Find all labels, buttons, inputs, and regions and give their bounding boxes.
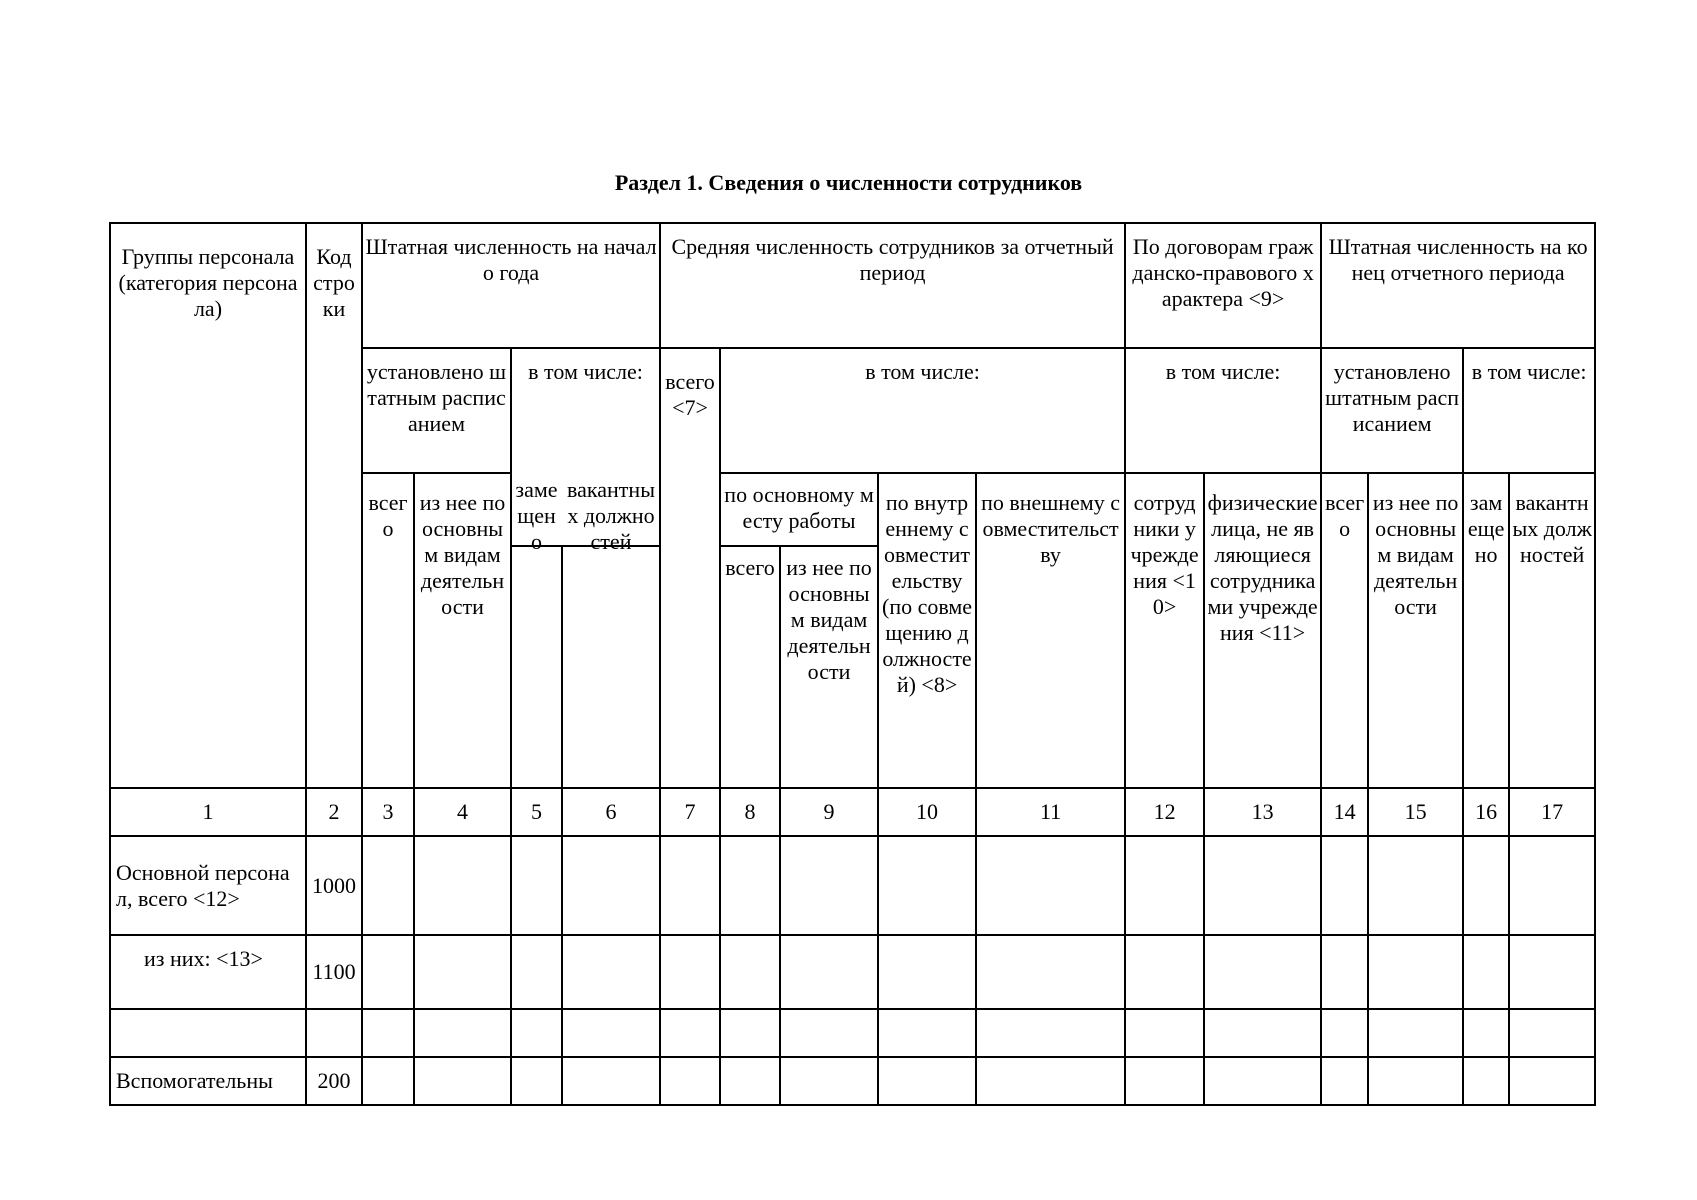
data-cell[interactable]: [976, 836, 1125, 935]
data-cell[interactable]: [1204, 1057, 1321, 1105]
staff-count-table: [109, 222, 1596, 1106]
data-cell[interactable]: [660, 836, 720, 935]
column-number: 15: [1368, 788, 1463, 836]
header-staff-end: Штатная численность на конец отчетного периода: [1321, 223, 1595, 348]
table-row: [110, 935, 1595, 1009]
data-cell[interactable]: [414, 836, 511, 935]
data-cell[interactable]: [1204, 836, 1321, 935]
data-cell[interactable]: [660, 1009, 720, 1057]
header-staff-start: Штатная численность на начало года: [362, 223, 660, 348]
data-cell[interactable]: [1125, 1009, 1204, 1057]
header-main-activity-end: из нее по основным видам деятельности: [1368, 473, 1463, 788]
column-number: 2: [306, 788, 362, 836]
header-main-place: по основному месту работы: [720, 473, 878, 546]
header-avg-count: Средняя численность сотрудников за отчетный период: [660, 223, 1125, 348]
header-vacant-end: вакантных должностей: [1509, 473, 1595, 788]
row-code: 1100: [306, 935, 362, 1009]
data-cell[interactable]: [1509, 935, 1595, 1009]
column-number: 14: [1321, 788, 1368, 836]
data-cell[interactable]: [1321, 1057, 1368, 1105]
data-cell[interactable]: [878, 1009, 976, 1057]
column-number: 4: [414, 788, 511, 836]
column-number: 10: [878, 788, 976, 836]
row-label: Основной персонал, всего <12>: [110, 836, 306, 935]
data-cell[interactable]: [511, 1009, 562, 1057]
data-cell[interactable]: [362, 935, 414, 1009]
data-cell[interactable]: [976, 935, 1125, 1009]
column-number: 6: [562, 788, 660, 836]
header-internal: по внутреннему совместительству (по совмещению должностей) <8>: [878, 473, 976, 788]
header-employees: сотрудники учреждения <10>: [1125, 473, 1204, 788]
data-cell[interactable]: [780, 836, 878, 935]
data-cell[interactable]: [1463, 836, 1509, 935]
data-cell[interactable]: [1204, 1009, 1321, 1057]
header-groups: Группы персонала (категория персонала): [110, 223, 306, 788]
data-cell[interactable]: [720, 836, 780, 935]
header-vacant-start: вакантных должностей: [562, 473, 660, 715]
data-cell[interactable]: [562, 935, 660, 1009]
data-cell[interactable]: [562, 1009, 660, 1057]
column-number: 11: [976, 788, 1125, 836]
data-cell[interactable]: [976, 1057, 1125, 1105]
header-filled-end: замещено: [1463, 473, 1509, 788]
column-number: 12: [1125, 788, 1204, 836]
data-cell[interactable]: [780, 1009, 878, 1057]
data-cell[interactable]: [414, 1057, 511, 1105]
data-cell[interactable]: [878, 935, 976, 1009]
table-row: [110, 1057, 1595, 1105]
section-title: Раздел 1. Сведения о численности сотрудников: [614, 170, 1083, 195]
data-cell[interactable]: [511, 1057, 562, 1105]
header-established-end: установлено штатным расписанием: [1321, 348, 1463, 473]
header-main-place-main-activity: из нее по основным видам деятельности: [780, 546, 878, 788]
column-number: 7: [660, 788, 720, 836]
column-number: 17: [1509, 788, 1595, 836]
column-number: 9: [780, 788, 878, 836]
data-cell[interactable]: [878, 836, 976, 935]
data-cell[interactable]: [414, 1009, 511, 1057]
data-cell[interactable]: [878, 1057, 976, 1105]
header-total-avg: всего <7>: [660, 348, 720, 788]
data-cell[interactable]: [1463, 935, 1509, 1009]
column-number: 5: [511, 788, 562, 836]
data-cell[interactable]: [1368, 935, 1463, 1009]
header-including-end: в том числе:: [1463, 348, 1595, 473]
column-number: 16: [1463, 788, 1509, 836]
data-cell[interactable]: [976, 1009, 1125, 1057]
data-cell[interactable]: [1321, 935, 1368, 1009]
header-main-place-total: всего: [720, 546, 780, 788]
header-total-end: всего: [1321, 473, 1368, 788]
data-cell[interactable]: [1204, 935, 1321, 1009]
data-cell[interactable]: [1463, 1057, 1509, 1105]
data-cell[interactable]: [1321, 836, 1368, 935]
header-filled-start: замещено: [511, 473, 562, 715]
data-cell[interactable]: [660, 1057, 720, 1105]
header-external: по внешнему совместительству: [976, 473, 1125, 788]
column-number: 13: [1204, 788, 1321, 836]
row-code: 1000: [306, 836, 362, 935]
header-including-civil: в том числе:: [1125, 348, 1321, 473]
row-code: [306, 1009, 362, 1057]
row-code: 200: [306, 1057, 362, 1105]
data-cell[interactable]: [562, 836, 660, 935]
data-cell[interactable]: [362, 1057, 414, 1105]
column-numbers-row: [110, 788, 1595, 836]
data-cell[interactable]: [1368, 1009, 1463, 1057]
data-cell[interactable]: [1509, 836, 1595, 935]
data-cell[interactable]: [1368, 836, 1463, 935]
header-code: Код строки: [306, 223, 362, 788]
data-cell[interactable]: [720, 1057, 780, 1105]
header-including-avg: в том числе:: [720, 348, 1125, 473]
row-label: [110, 1009, 306, 1057]
data-cell[interactable]: [511, 836, 562, 935]
data-cell[interactable]: [1125, 1057, 1204, 1105]
header-established-start: установлено штатным расписанием: [362, 348, 511, 473]
header-total-start: всего: [362, 473, 414, 788]
header-individuals: физические лица, не являющиеся сотрудниками учреждения <11>: [1204, 473, 1321, 788]
data-cell[interactable]: [1321, 1009, 1368, 1057]
data-cell[interactable]: [720, 935, 780, 1009]
data-cell[interactable]: [562, 1057, 660, 1105]
table-row: [110, 836, 1595, 935]
data-cell[interactable]: [1509, 1009, 1595, 1057]
data-cell[interactable]: [1368, 1057, 1463, 1105]
data-cell[interactable]: [720, 1009, 780, 1057]
data-cell[interactable]: [362, 836, 414, 935]
data-cell[interactable]: [1509, 1057, 1595, 1105]
column-number: 8: [720, 788, 780, 836]
data-cell[interactable]: [1125, 836, 1204, 935]
header-main-activity-start: из нее по основным видам деятельности: [414, 473, 511, 788]
data-cell[interactable]: [660, 935, 720, 1009]
data-cell[interactable]: [362, 1009, 414, 1057]
data-cell[interactable]: [511, 935, 562, 1009]
header-including-start: в том числе:: [511, 348, 660, 546]
data-cell[interactable]: [1125, 935, 1204, 1009]
data-cell[interactable]: [1463, 1009, 1509, 1057]
data-cell[interactable]: [414, 935, 511, 1009]
column-number: 1: [110, 788, 306, 836]
column-number: 3: [362, 788, 414, 836]
table-row: [110, 1009, 1595, 1057]
header-civil-contracts: По договорам гражданско-правового характера <9>: [1125, 223, 1321, 348]
data-cell[interactable]: [780, 1057, 878, 1105]
row-label: Вспомогательны: [110, 1057, 306, 1105]
data-cell[interactable]: [780, 935, 878, 1009]
row-label: из них: <13>: [110, 935, 306, 1009]
